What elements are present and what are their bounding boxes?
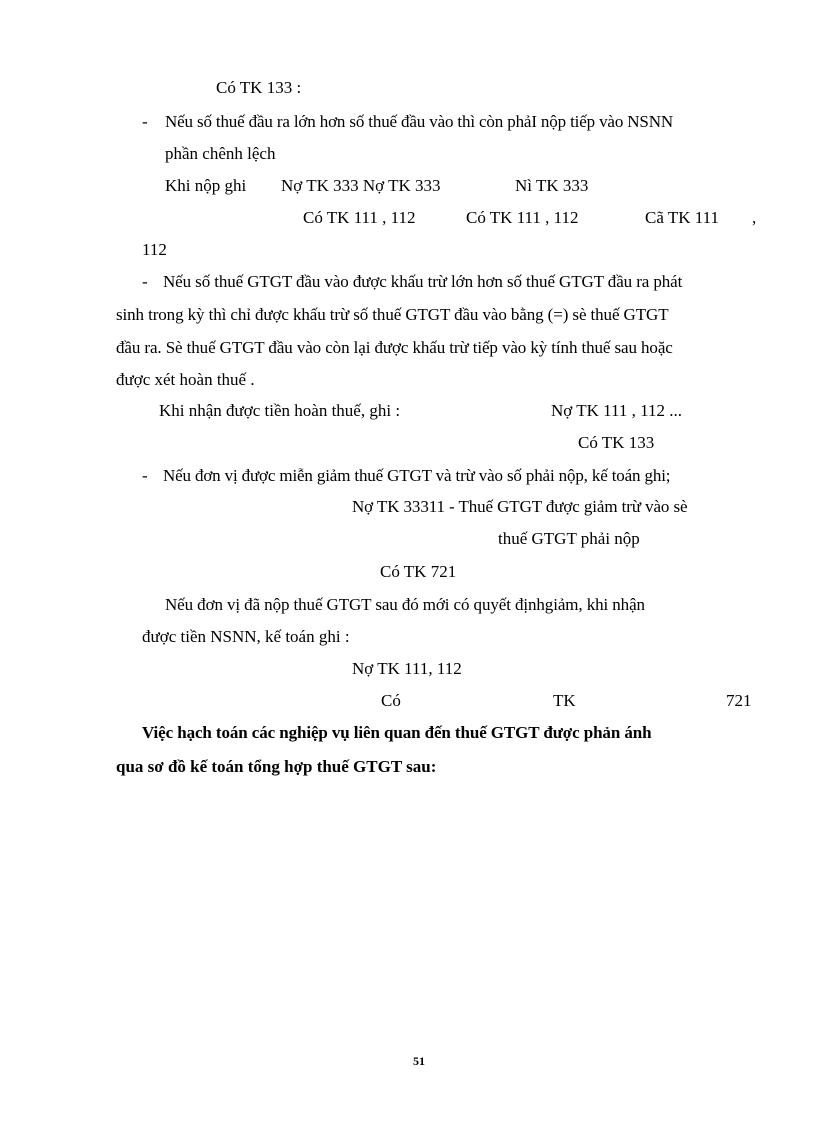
text-line: thuế GTGT phải nộp bbox=[498, 529, 640, 548]
bold-heading-line: Việc hạch toán các nghiệp vụ liên quan đến thuế GTGT được phản ánh bbox=[142, 723, 652, 742]
text-line: 721 bbox=[726, 691, 752, 710]
text-line: Cã TK 111 bbox=[645, 208, 719, 227]
text-line: Nếu đơn vị đã nộp thuế GTGT sau đó mới có quyết địnhgiảm, khi nhận bbox=[165, 595, 645, 614]
text-line: Nợ TK 111, 112 bbox=[352, 659, 462, 678]
text-line: Có bbox=[381, 691, 401, 710]
text-line: được tiền NSNN, kế toán ghi : bbox=[142, 627, 350, 646]
text-line: Nếu số thuế đầu ra lớn hơn số thuế đầu vào thì còn phảI nộp tiếp vào NSNN bbox=[165, 112, 673, 131]
text-line: đầu ra. Sè thuế GTGT đầu vào còn lại được khấu trừ tiếp vào kỳ tính thuế sau hoặc bbox=[116, 338, 673, 357]
text-line: Nợ TK 33311 - Thuế GTGT được giảm trừ vào sè bbox=[352, 497, 688, 516]
text-line: phần chênh lệch bbox=[165, 144, 276, 163]
text-line: sinh trong kỳ thì chỉ được khấu trừ số thuế GTGT đầu vào bằng (=) sè thuế GTGT bbox=[116, 305, 669, 324]
page-number: 51 bbox=[413, 1054, 425, 1068]
text-line: 112 bbox=[142, 240, 167, 259]
text-line: Có TK 721 bbox=[380, 562, 457, 581]
text-line: Nếu đơn vị được miễn giảm thuế GTGT và trừ vào số phải nộp, kế toán ghi; bbox=[163, 466, 671, 485]
text-line: Có TK 133 : bbox=[216, 78, 302, 97]
text-line: TK bbox=[553, 691, 576, 710]
text-line: Nợ TK 111 , 112 ... bbox=[551, 401, 682, 420]
text-line: Khi nhận được tiền hoàn thuế, ghi : bbox=[159, 401, 401, 420]
text-line: Nếu số thuế GTGT đầu vào được khấu trừ lớn hơn số thuế GTGT đầu ra phát bbox=[163, 272, 683, 291]
text-line: Nì TK 333 bbox=[515, 176, 589, 195]
list-dash: - bbox=[142, 466, 148, 485]
text-line: Nợ TK 333 Nợ TK 333 bbox=[281, 176, 441, 195]
bold-heading-line: qua sơ đồ kế toán tổng hợp thuế GTGT sau: bbox=[116, 757, 437, 776]
text-line: Khi nộp ghi bbox=[165, 176, 247, 195]
text-line: được xét hoàn thuế . bbox=[116, 370, 255, 389]
text-line: Có TK 133 bbox=[578, 433, 655, 452]
list-dash: - bbox=[142, 112, 148, 131]
text-line: Có TK 111 , 112 bbox=[466, 208, 579, 227]
text-line: , bbox=[752, 208, 757, 227]
text-line: Có TK 111 , 112 bbox=[303, 208, 416, 227]
list-dash: - bbox=[142, 272, 148, 291]
